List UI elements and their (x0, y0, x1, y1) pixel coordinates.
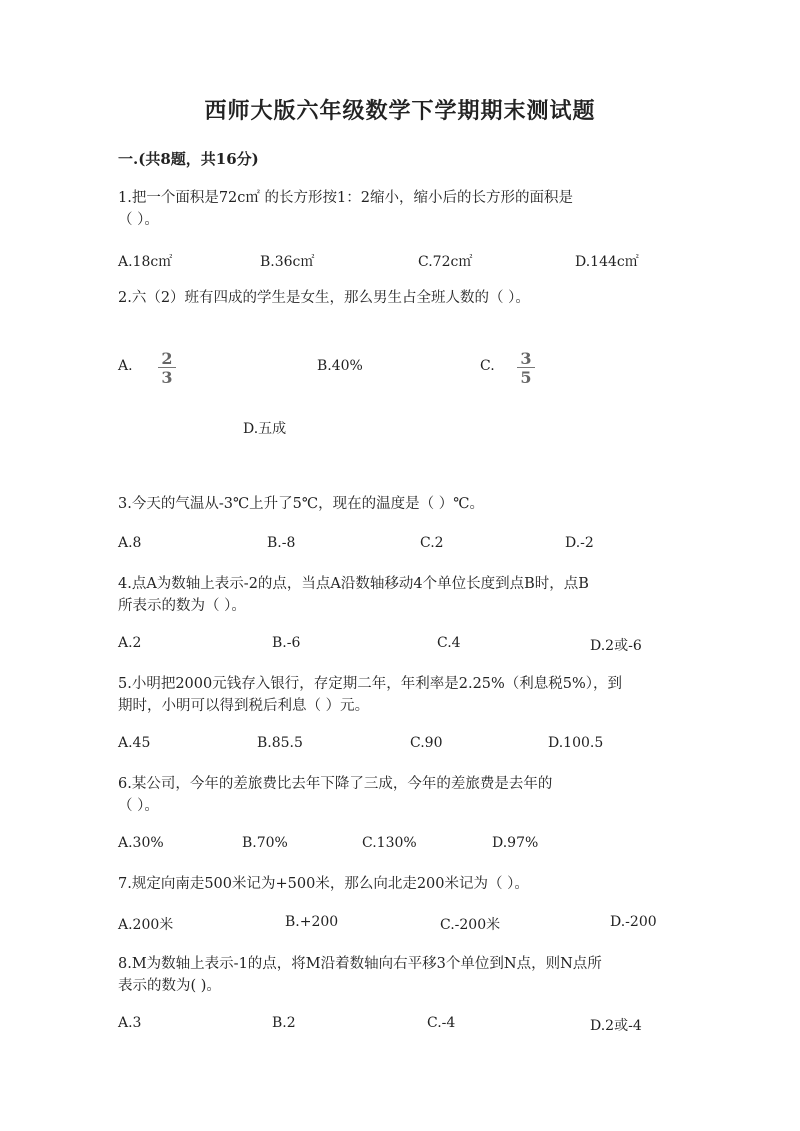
question-4-option-a[interactable]: A.2 (118, 635, 142, 651)
question-7-option-d[interactable]: D.-200 (610, 914, 657, 930)
question-4-stem (118, 573, 678, 617)
question-8-option-d[interactable]: D.2或-4 (590, 1018, 642, 1034)
question-4-line-1: 4.点A为数轴上表示-2的点，当点A沿数轴移动4个单位长度到点B时，点B (118, 576, 589, 592)
question-8-option-b[interactable]: B.2 (272, 1015, 296, 1031)
question-6-option-b[interactable]: B.70% (242, 835, 288, 851)
question-5-option-b[interactable]: B.85.5 (257, 735, 303, 751)
question-8-stem (118, 953, 678, 997)
question-6-stem (118, 773, 678, 817)
question-1-option-c[interactable]: C.72c㎡ (418, 254, 473, 270)
fraction-numerator: 3 (520, 349, 532, 368)
question-5-line-1: 5.小明把2000元钱存入银行，存定期二年，年利率是2.25%（利息税5%），到 (118, 676, 623, 692)
question-3-option-a[interactable]: A.8 (118, 535, 142, 551)
question-4-option-b[interactable]: B.-6 (272, 635, 301, 651)
question-3-stem (118, 493, 678, 515)
question-1-option-a[interactable]: A.18c㎡ (118, 254, 173, 270)
section-heading: 一.(共8题，共16分) (118, 150, 259, 168)
question-1-option-b[interactable]: B.36c㎡ (260, 254, 315, 270)
question-4-option-d[interactable]: D.2或-6 (590, 638, 642, 654)
question-3-option-d[interactable]: D.-2 (565, 535, 594, 551)
question-8-line-1: 8.M为数轴上表示-1的点，将M沿着数轴向右平移3个单位到N点，则N点所 (118, 956, 602, 972)
question-2-option-c-fraction[interactable] (517, 351, 535, 385)
fraction-denominator: 5 (520, 368, 532, 387)
question-5-line-2: 期时，小明可以得到税后利息（ ）元。 (118, 698, 370, 714)
page-title: 西师大版六年级数学下学期期末测试题 (204, 98, 596, 124)
question-1-option-d[interactable]: D.144c㎡ (575, 254, 639, 270)
question-8-option-c[interactable]: C.-4 (427, 1015, 456, 1031)
question-6-option-d[interactable]: D.97% (492, 835, 539, 851)
question-1-line-1: 1.把一个面积是72c㎡ 的长方形按1：2缩小，缩小后的长方形的面积是 (118, 190, 573, 206)
question-3-option-b[interactable]: B.-8 (267, 535, 296, 551)
question-2-stem (118, 287, 678, 309)
question-7-line-1: 7.规定向南走500米记为+500米，那么向北走200米记为（ ）。 (118, 876, 529, 892)
question-6-line-2: （ ）。 (118, 798, 159, 814)
question-7-option-c[interactable]: C.-200米 (440, 917, 501, 933)
question-4-line-2: 所表示的数为（ ）。 (118, 598, 246, 614)
question-1-line-2: （ ）。 (118, 212, 159, 228)
question-7-option-a[interactable]: A.200米 (118, 917, 174, 933)
question-8-line-2: 表示的数为( )。 (118, 978, 221, 994)
question-6-option-c[interactable]: C.130% (362, 835, 417, 851)
fraction-numerator: 2 (161, 349, 173, 368)
question-6-option-a[interactable]: A.30% (118, 835, 164, 851)
question-5-option-d[interactable]: D.100.5 (548, 735, 604, 751)
question-7-option-b[interactable]: B.+200 (285, 914, 339, 930)
question-3-option-c[interactable]: C.2 (420, 535, 444, 551)
question-5-option-a[interactable]: A.45 (118, 735, 151, 751)
question-1-stem (118, 187, 678, 231)
question-5-stem (118, 673, 678, 717)
question-2-option-c-label[interactable]: C. (480, 358, 495, 374)
question-2-option-a-label[interactable]: A. (118, 358, 133, 374)
question-2-option-a-fraction[interactable] (158, 351, 176, 385)
question-2-option-d[interactable]: D.五成 (243, 421, 287, 437)
question-2-option-b[interactable]: B.40% (317, 358, 363, 374)
question-6-line-1: 6.某公司，今年的差旅费比去年下降了三成，今年的差旅费是去年的 (118, 776, 553, 792)
question-7-stem (118, 873, 678, 895)
fraction-denominator: 3 (161, 368, 173, 387)
question-3-line-1: 3.今天的气温从-3℃上升了5℃，现在的温度是（ ）℃。 (118, 496, 484, 512)
question-5-option-c[interactable]: C.90 (410, 735, 443, 751)
question-8-option-a[interactable]: A.3 (118, 1015, 142, 1031)
question-2-line-1: 2.六（2）班有四成的学生是女生，那么男生占全班人数的（ ）。 (118, 290, 530, 306)
question-4-option-c[interactable]: C.4 (437, 635, 461, 651)
